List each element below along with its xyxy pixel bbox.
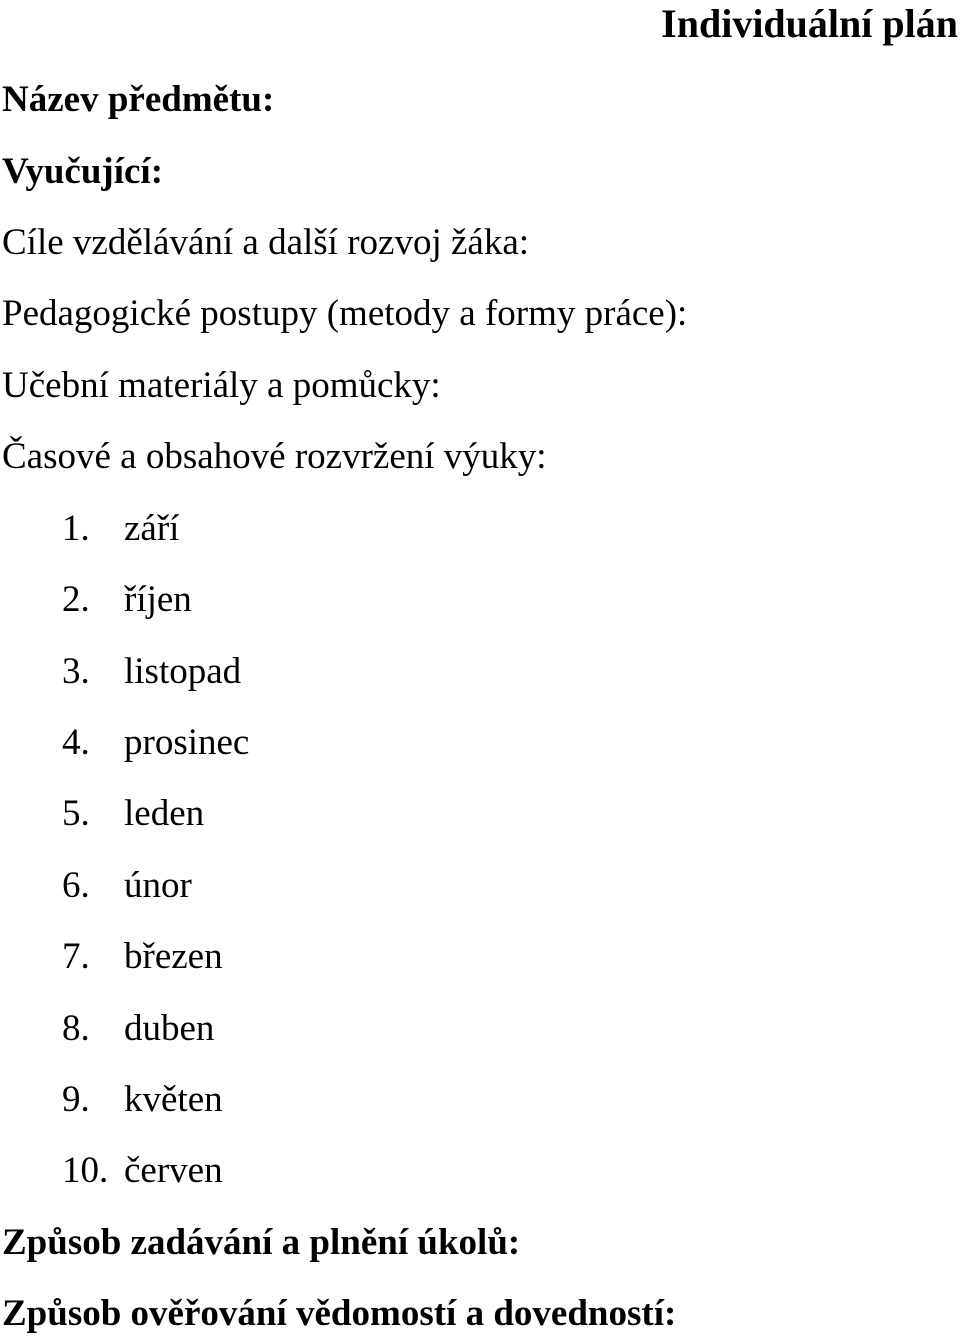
list-item (62, 507, 179, 551)
month-number: 5. (62, 793, 90, 834)
list-item (62, 1078, 223, 1122)
month-name: únor (124, 865, 192, 906)
list-item (62, 721, 249, 765)
month-name: květen (124, 1079, 223, 1120)
month-number: 8. (62, 1008, 90, 1049)
list-item (62, 578, 192, 622)
field-methods-label: Pedagogické postupy (metody a formy práce): (2, 293, 688, 334)
month-name: listopad (124, 651, 242, 692)
list-item (62, 1007, 214, 1051)
month-name: duben (124, 1008, 215, 1049)
field-teacher-label: Vyučující: (2, 151, 164, 192)
field-subject-label: Název předmětu: (2, 79, 275, 120)
month-number: 3. (62, 651, 90, 692)
month-name: říjen (124, 579, 192, 620)
list-item (62, 650, 241, 694)
month-name: prosinec (124, 722, 250, 763)
document-title: Individuální plán (661, 1, 958, 46)
month-name: červen (124, 1150, 223, 1191)
list-item (62, 792, 204, 836)
month-number: 7. (62, 936, 90, 977)
month-number: 10. (62, 1150, 109, 1191)
month-name: březen (124, 936, 223, 977)
month-number: 4. (62, 722, 90, 763)
field-goals-label: Cíle vzdělávání a další rozvoj žáka: (2, 222, 530, 263)
month-name: leden (124, 793, 205, 834)
verification-label: Způsob ověřování vědomostí a dovedností: (2, 1293, 677, 1334)
month-number: 9. (62, 1079, 90, 1120)
month-number: 6. (62, 865, 90, 906)
month-number: 2. (62, 579, 90, 620)
list-item (62, 1149, 223, 1193)
list-item (62, 935, 223, 979)
list-item (62, 864, 192, 908)
assignment-label: Způsob zadávání a plnění úkolů: (2, 1222, 521, 1263)
month-name: září (124, 508, 180, 549)
field-materials-label: Učební materiály a pomůcky: (2, 365, 441, 406)
month-number: 1. (62, 508, 90, 549)
field-schedule-label: Časové a obsahové rozvržení výuky: (2, 436, 547, 477)
